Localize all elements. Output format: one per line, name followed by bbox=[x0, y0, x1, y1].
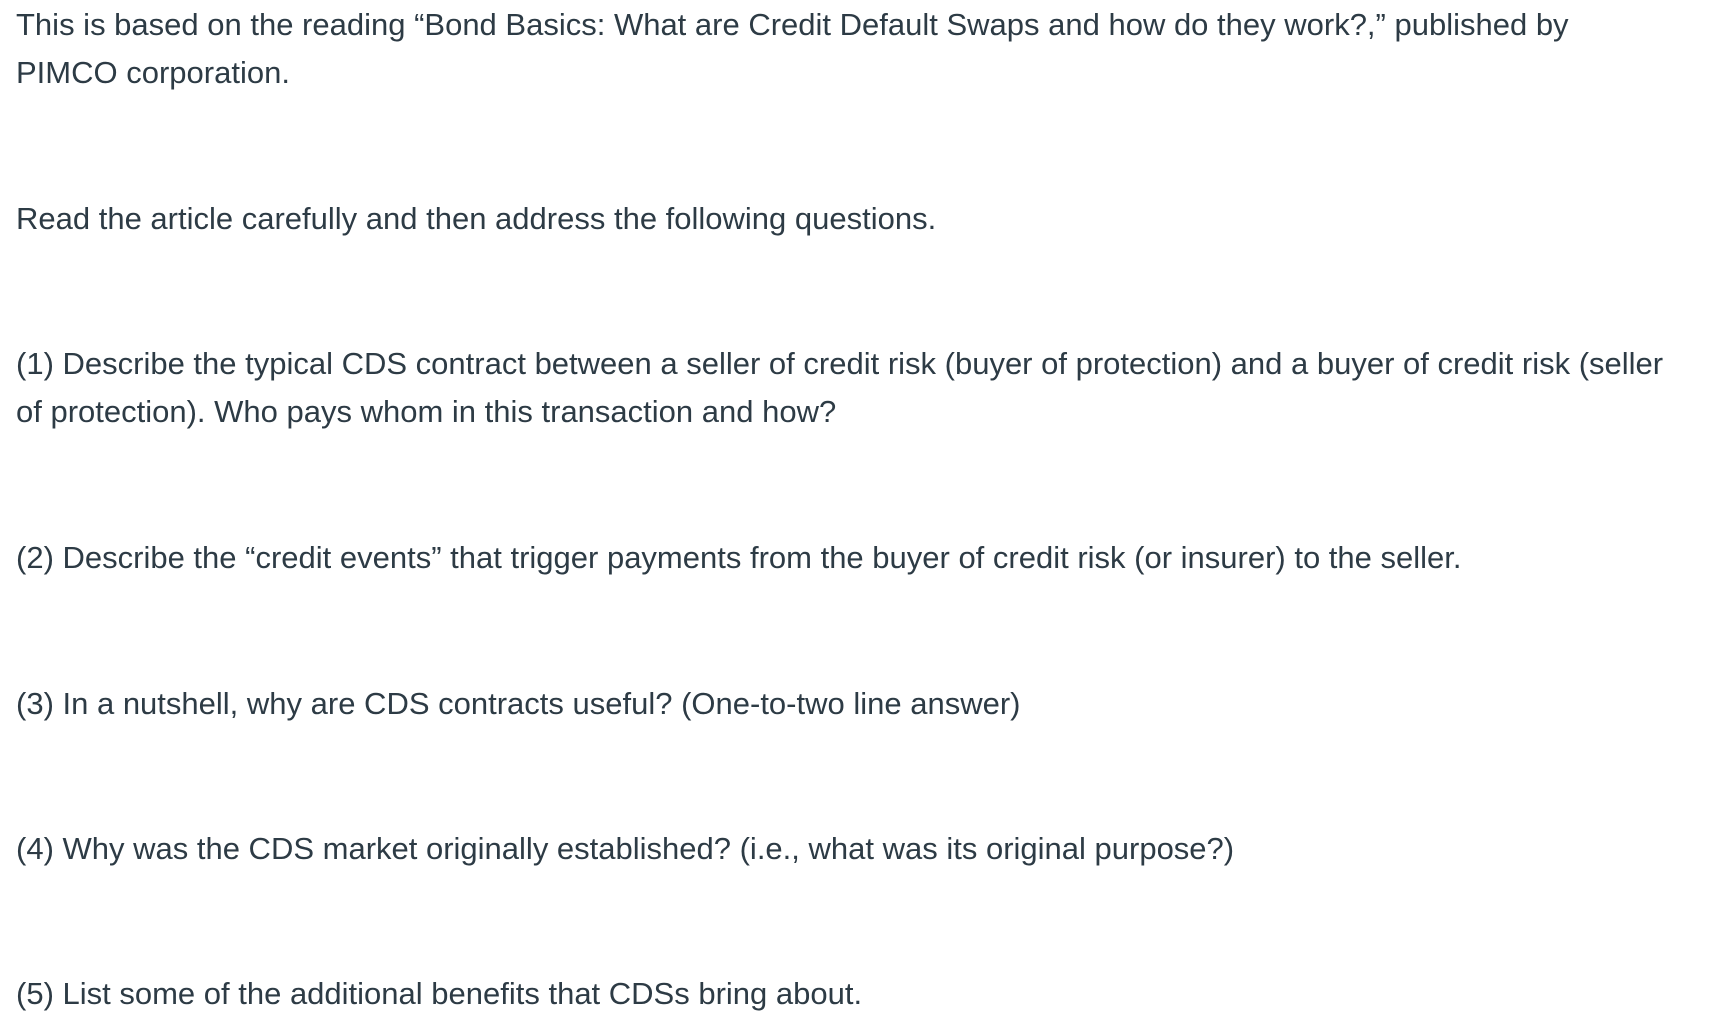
question-2: (2) Describe the “credit events” that trigger payments from the buyer of credit risk (or insurer) to the seller. bbox=[16, 540, 1462, 575]
instruction-paragraph: Read the article carefully and then address the following questions. bbox=[16, 201, 937, 236]
question-5: (5) List some of the additional benefits that CDSs bring about. bbox=[16, 976, 863, 1011]
question-1: (1) Describe the typical CDS contract between a seller of credit risk (buyer of protection) and a buyer of credit risk (seller of protection). Who pays whom in this transaction and how? bbox=[16, 346, 1664, 429]
question-4: (4) Why was the CDS market originally established? (i.e., what was its original purpose?) bbox=[16, 831, 1235, 866]
intro-paragraph: This is based on the reading “Bond Basics: What are Credit Default Swaps and how do they work?,” published by PIMCO corporation. bbox=[16, 7, 1569, 90]
question-3: (3) In a nutshell, why are CDS contracts useful? (One-to-two line answer) bbox=[16, 686, 1021, 721]
